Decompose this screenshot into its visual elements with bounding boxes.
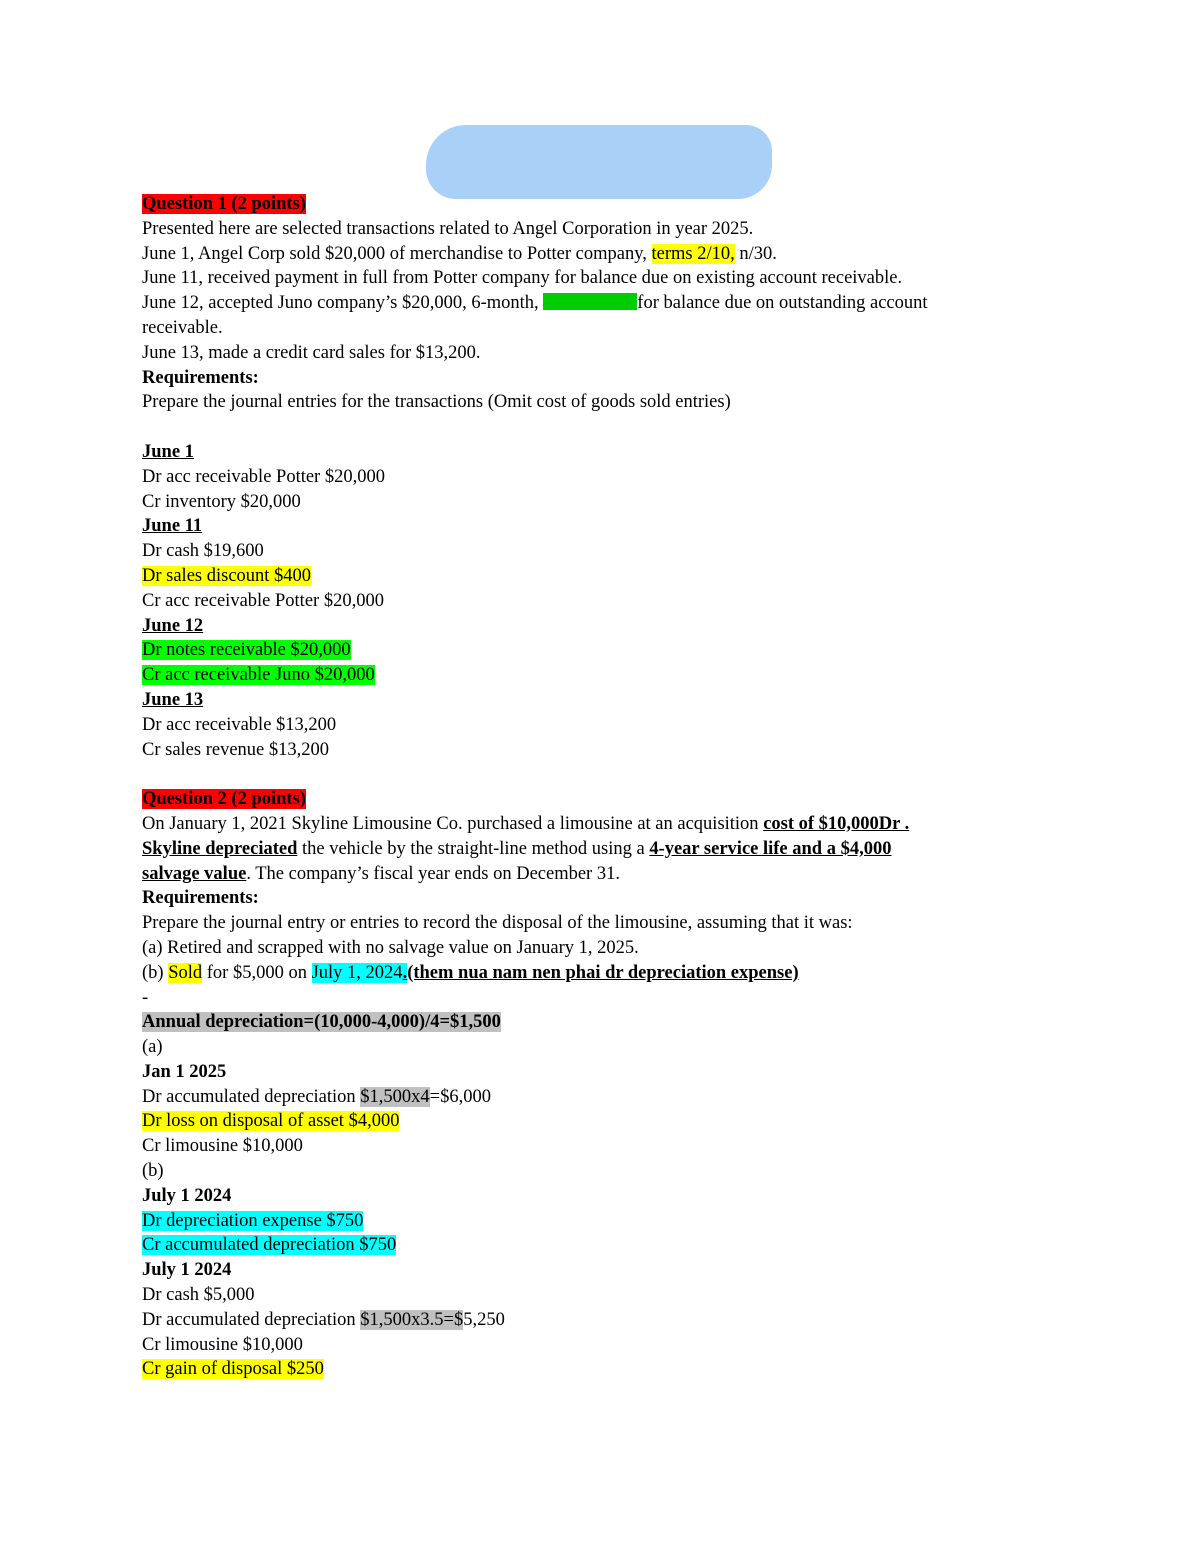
question-1-title: Question 1 (2 points) [142,194,306,214]
june13-heading: June 13 [142,689,204,710]
q2-option-a: (a) Retired and scrapped with no salvage value on January 1, 2025. [142,937,639,958]
q2-paragraph-line3: salvage value. The company’s fiscal year ends on December 31. [142,863,620,884]
journal-line: Cr acc receivable Juno $20,000 [142,665,375,686]
jan-heading: Jan 1 2025 [142,1061,227,1082]
q2-requirements-text: Prepare the journal entry or entries to record the disposal of the limousine, assuming that it was: [142,913,853,934]
part-b-label: (b) [142,1161,164,1182]
journal-line: Dr cash $19,600 [142,541,264,562]
green-redaction-box [543,293,637,310]
document-content [142,192,1142,1382]
july-heading: July 1 2024 [142,1260,232,1281]
journal-line: Cr gain of disposal $250 [142,1359,324,1380]
q1-transaction-june12: June 12, accepted Juno company’s $20,000, 6-month, for balance due on outstanding account [142,293,928,314]
terms-highlight: terms 2/10, [651,243,735,264]
question-2-title: Question 2 (2 points) [142,789,306,810]
june12-heading: June 12 [142,615,204,636]
journal-line: Cr inventory $20,000 [142,491,301,512]
journal-line: Dr depreciation expense $750 [142,1210,364,1231]
q1-transaction-june13: June 13, made a credit card sales for $13,200. [142,342,481,363]
journal-line: Cr limousine $10,000 [142,1334,303,1355]
journal-line: Dr accumulated depreciation $1,500x3.5=$5,250 [142,1309,505,1330]
q2-option-b: (b) Sold for $5,000 on July 1, 2024.(them nua nam nen phai dr depreciation expense) [142,962,799,983]
dash-marker: - [142,987,149,1008]
june11-heading: June 11 [142,516,203,537]
journal-line: Cr accumulated depreciation $750 [142,1235,397,1256]
june1-heading: June 1 [142,441,194,462]
journal-line: Dr cash $5,000 [142,1285,255,1306]
journal-line: Dr acc receivable $13,200 [142,714,337,735]
q1-requirements-label: Requirements: [142,367,259,388]
journal-line: Cr sales revenue $13,200 [142,739,330,760]
q2-paragraph-line2: Skyline depreciated the vehicle by the straight-line method using a 4-year service life and a $4,000 [142,838,892,859]
q2-requirements-label: Requirements: [142,888,259,909]
redaction-blob [426,125,772,199]
journal-line: Cr acc receivable Potter $20,000 [142,590,384,611]
q1-transaction-june11: June 11, received payment in full from Potter company for balance due on existing account receivable. [142,268,903,289]
journal-line: Dr notes receivable $20,000 [142,640,351,661]
q1-transaction-june12-cont: receivable. [142,317,223,338]
part-a-label: (a) [142,1037,163,1058]
journal-line: Dr loss on disposal of asset $4,000 [142,1111,400,1132]
q1-transaction-june1: June 1, Angel Corp sold $20,000 of merchandise to Potter company, terms 2/10, n/30. [142,243,777,264]
journal-line: Dr sales discount $400 [142,565,312,586]
journal-line: Dr acc receivable Potter $20,000 [142,466,385,487]
q1-intro: Presented here are selected transactions related to Angel Corporation in year 2025. [142,218,754,239]
july-heading: July 1 2024 [142,1185,232,1206]
journal-line: Dr accumulated depreciation $1,500x4=$6,000 [142,1086,491,1107]
annual-depreciation: Annual depreciation=(10,000-4,000)/4=$1,500 [142,1012,501,1033]
journal-line: Cr limousine $10,000 [142,1136,303,1157]
q1-requirements-text: Prepare the journal entries for the transactions (Omit cost of goods sold entries) [142,392,731,413]
q2-paragraph-line1: On January 1, 2021 Skyline Limousine Co. purchased a limousine at an acquisition cost of $10,000Dr . [142,813,910,834]
